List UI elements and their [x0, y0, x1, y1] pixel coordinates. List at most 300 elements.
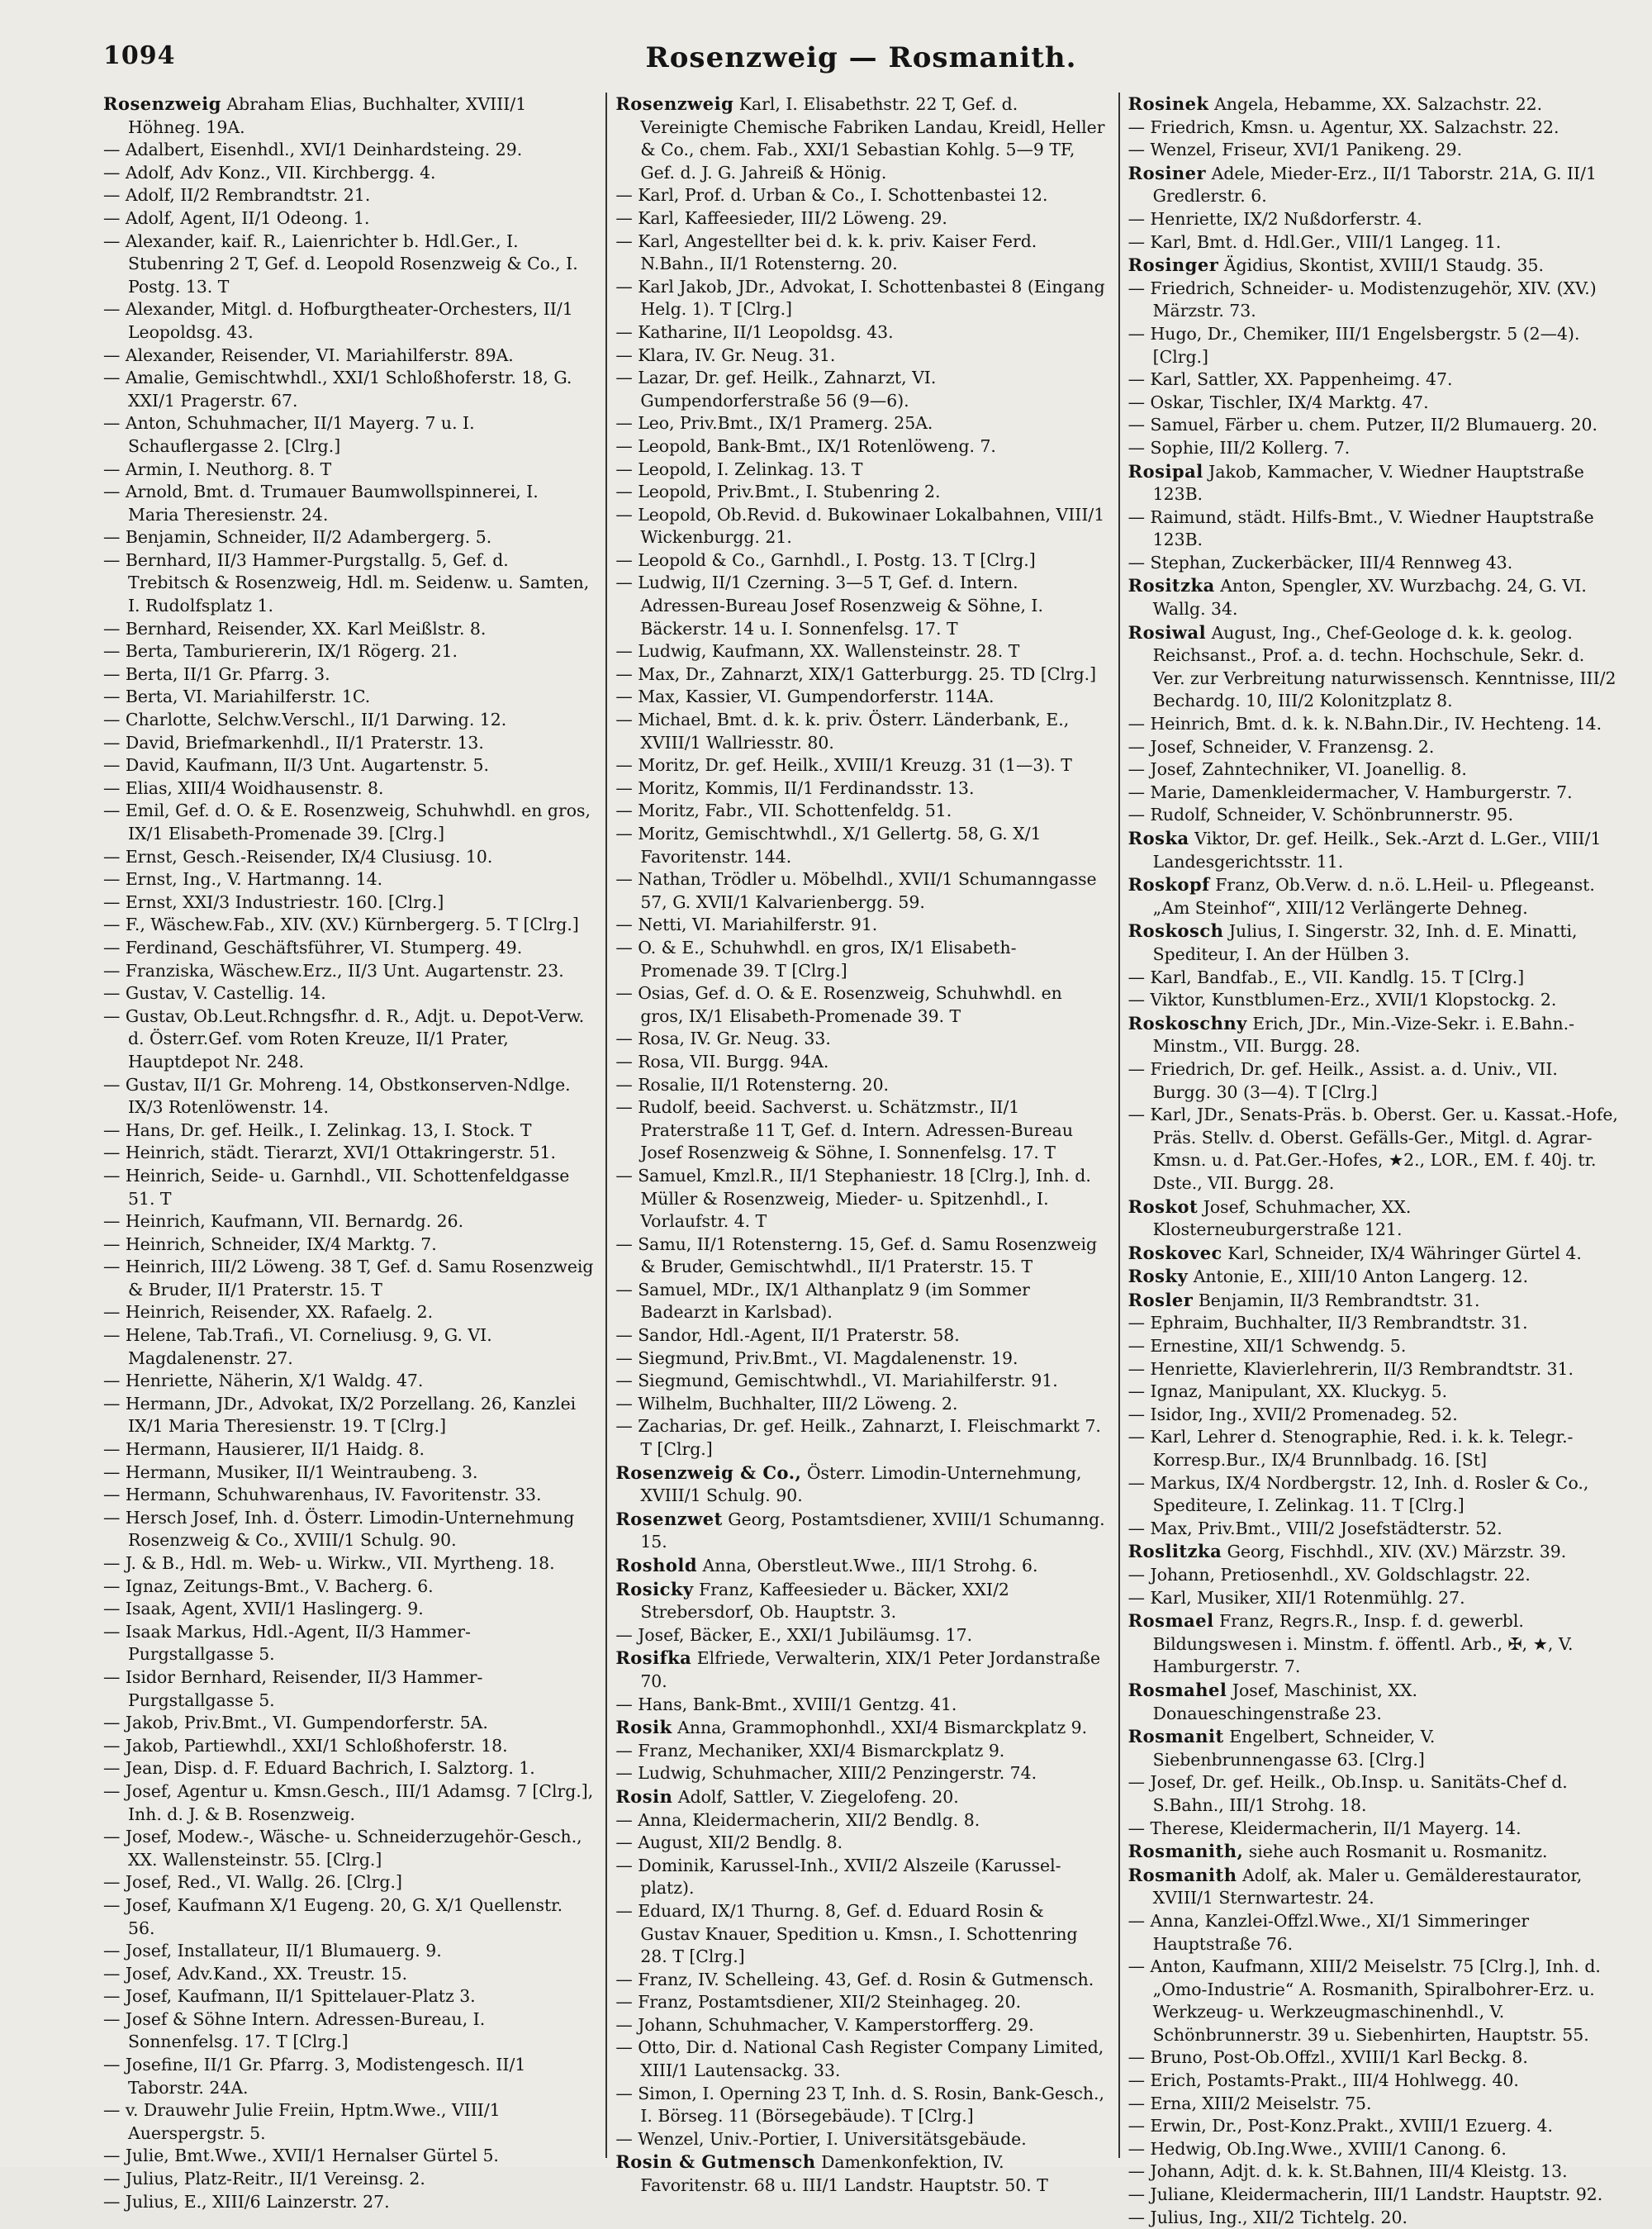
entry-text: — Hedwig, Ob.Ing.Wwe., XVIII/1 Canong. 6. — [1127, 2138, 1507, 2159]
entry-text: — Josef, Red., VI. Wallg. 26. [Clrg.] — [103, 1872, 402, 1893]
entry-text: — Samu, II/1 Rotensterng. 15, Gef. d. Samu Rosenzweig & Bruder, Gemischtwhdl., II/1 Praterstr. 15. T — [615, 1233, 1098, 1277]
directory-entry — [615, 1991, 1106, 2014]
entry-text: Angela, Hebamme, XX. Salzachstr. 22. — [1214, 94, 1543, 114]
directory-entry — [1128, 782, 1619, 805]
directory-entry — [615, 2151, 1106, 2197]
directory-entry — [1128, 1864, 1619, 1910]
entry-text: — Ernst, Gesch.-Reisender, IX/4 Clusiusg. 10. — [103, 846, 493, 867]
directory-entry — [615, 1096, 1106, 1165]
entry-surname: Rosinger — [1127, 254, 1219, 276]
entry-text: — Hans, Dr. gef. Heilk., I. Zelinkag. 13, I. Stock. T — [103, 1119, 532, 1140]
entry-text: — Emil, Gef. d. O. & E. Rosenzweig, Schuhwhdl. en gros, IX/1 Elisabeth-Promenade 39. [Clrg.] — [103, 801, 591, 844]
entry-text: — Moritz, Kommis, II/1 Ferdinandsstr. 13. — [615, 777, 975, 798]
entry-text: — Dominik, Karussel-Inh., XVII/2 Alszeile (Karussel-platz). — [615, 1855, 1061, 1899]
entry-text: — August, XII/2 Bendlg. 8. — [615, 1832, 843, 1853]
directory-entry — [1128, 1564, 1619, 1587]
directory-entry — [103, 1576, 594, 1599]
entry-surname: Rosenzweig — [615, 93, 734, 114]
directory-entry — [1128, 920, 1619, 966]
running-title: Rosenzweig — Rosmanith. — [645, 41, 1077, 74]
directory-entry — [103, 1894, 594, 1940]
directory-entry — [1128, 506, 1619, 552]
directory-entry — [1128, 2070, 1619, 2093]
directory-entry — [615, 1740, 1106, 1763]
entry-text: — Wilhelm, Buchhalter, III/2 Löweng. 2. — [615, 1393, 958, 1414]
entry-text: — Adolf, II/2 Rembrandtstr. 21. — [103, 185, 371, 206]
directory-entry — [103, 1598, 594, 1621]
entry-text: — Josef, Zahntechniker, VI. Joanellig. 8. — [1127, 759, 1467, 780]
directory-entry — [615, 823, 1106, 868]
entry-text: Franz, Regrs.R., Insp. f. d. gewerbl. Bildungswesen i. Minstm. f. öffentl. Arb., ✠, ★, V. Hamburgerstr. 7. — [1152, 1611, 1574, 1677]
directory-entry — [1128, 804, 1619, 827]
directory-entry — [615, 1074, 1106, 1097]
directory-entry — [1128, 1540, 1619, 1564]
directory-entry — [103, 1074, 594, 1119]
directory-entry — [1128, 1335, 1619, 1358]
entry-text: — Hugo, Dr., Chemiker, III/1 Engelsbergstr. 5 (2—4). [Clrg.] — [1127, 323, 1580, 367]
directory-entry — [103, 982, 594, 1005]
directory-entry — [615, 2037, 1106, 2082]
entry-text: — Erna, XIII/2 Meiselstr. 75. — [1127, 2093, 1372, 2113]
directory-entry — [103, 640, 594, 663]
entry-text: — Sandor, Hdl.-Agent, II/1 Praterstr. 58. — [615, 1325, 960, 1346]
entry-text: — Rosalie, II/1 Rotensterng. 20. — [615, 1074, 890, 1095]
entry-text: — Michael, Bmt. d. k. k. priv. Österr. Länderbank, E., XVIII/1 Wallriesstr. 80. — [615, 710, 1070, 753]
directory-entry — [103, 1621, 594, 1666]
directory-entry — [1128, 967, 1619, 990]
directory-entry — [103, 754, 594, 777]
entry-text: — Charlotte, Selchw.Verschl., II/1 Darwing. 12. — [103, 710, 507, 730]
entry-text: — Josef, Installateur, II/1 Blumauerg. 9. — [103, 1941, 442, 1961]
entry-text: — Therese, Kleidermacherin, II/1 Mayerg. 14. — [1127, 1818, 1521, 1838]
directory-entry — [103, 777, 594, 801]
entry-text: Ägidius, Skontist, XVIII/1 Staudg. 35. — [1223, 255, 1544, 276]
entry-surname: Rosmanit — [1127, 1726, 1224, 1747]
entry-surname: Rositzka — [1127, 575, 1215, 596]
entry-text: Adolf, Sattler, V. Ziegelofeng. 20. — [677, 1786, 959, 1807]
directory-entry — [615, 777, 1106, 801]
entry-text: Julius, I. Singerstr. 32, Inh. d. E. Minatti, Spediteur, I. An der Hülben 3. — [1152, 921, 1578, 964]
entry-text: — Rosa, VII. Burgg. 94A. — [615, 1051, 829, 1072]
directory-entry — [1128, 574, 1619, 620]
entry-surname: Rosicky — [615, 1578, 694, 1599]
entry-text: Benjamin, II/3 Rembrandtstr. 31. — [1198, 1290, 1480, 1310]
entry-surname: Rosipal — [1127, 460, 1203, 482]
directory-entry — [615, 1785, 1106, 1809]
directory-entry — [1128, 1381, 1619, 1404]
entry-text: — Karl, Bmt. d. Hdl.Ger., VIII/1 Langeg. 11. — [1127, 231, 1502, 252]
entry-text: — Rudolf, Schneider, V. Schönbrunnerstr. 95. — [1127, 805, 1514, 825]
entry-surname: Rosenzweig & Co., — [615, 1461, 802, 1483]
directory-entry — [103, 1256, 594, 1301]
entry-text: — Hans, Bank-Bmt., XVIII/1 Gentzg. 41. — [615, 1694, 957, 1714]
directory-entry — [615, 2014, 1106, 2037]
directory-entry — [103, 1484, 594, 1507]
directory-entry — [615, 572, 1106, 640]
entry-text: — Osias, Gef. d. O. & E. Rosenzweig, Schuhwhdl. en gros, IX/1 Elisabeth-Promenade 39. T — [615, 983, 1062, 1026]
entry-text: — v. Drauwehr Julie Freiin, Hptm.Wwe., VIII/1 Auerspergstr. 5. — [103, 2100, 501, 2143]
directory-entry — [103, 139, 594, 162]
directory-entry — [1128, 873, 1619, 920]
directory-entry — [103, 1005, 594, 1074]
entry-text: — Karl, JDr., Senats-Präs. b. Oberst. Ger. u. Kassat.-Hofe, Präs. Stellv. d. Oberst. Gefälls-Ger., Mitgl. d. Agrar-Kmsn. u. d. Pat.Ger.-Hofes, ★2., LOR., EM. f. 40j. tr. Dste., VII. Burgg. 28. — [1127, 1105, 1618, 1193]
directory-entry — [1128, 1679, 1619, 1725]
directory-entry — [615, 1415, 1106, 1461]
entry-text: — Berta, II/1 Gr. Pfarrg. 3. — [103, 663, 330, 684]
entry-text: — Katharine, II/1 Leopoldsg. 43. — [615, 321, 894, 342]
directory-entry — [103, 1370, 594, 1393]
entry-text: — Benjamin, Schneider, II/2 Adambergerg. 5. — [103, 527, 492, 548]
directory-entry — [1128, 1195, 1619, 1242]
entry-text: — Karl, Sattler, XX. Pappenheimg. 47. — [1127, 369, 1453, 390]
entry-text: Franz, Ob.Verw. d. n.ö. L.Heil- u. Pflegeanst. „Am Steinhof“, XIII/12 Verlängerte Dehneg. — [1152, 875, 1595, 918]
entry-text: — Heinrich, III/2 Löweng. 38 T, Gef. d. Samu Rosenzweig & Bruder, II/1 Praterstr. 15. T — [103, 1257, 594, 1300]
directory-entry — [103, 1963, 594, 1986]
entry-text: — Viktor, Kunstblumen-Erz., XVII/1 Klopstockg. 2. — [1127, 990, 1557, 1010]
directory-entry — [1128, 1265, 1619, 1289]
directory-entry — [1128, 2138, 1619, 2161]
entry-text: — Gustav, II/1 Gr. Mohreng. 14, Obstkonserven-Ndlge. IX/3 Rotenlöwenstr. 14. — [103, 1074, 571, 1118]
entry-text: — Alexander, Reisender, VI. Mariahilferstr. 89A. — [103, 345, 514, 365]
entry-text: — Johann, Pretiosenhdl., XV. Goldschlagstr. 22. — [1127, 1565, 1531, 1585]
directory-entry — [103, 1985, 594, 2008]
entry-text: — Jean, Disp. d. F. Eduard Bachrich, I. Salztorg. 1. — [103, 1758, 535, 1779]
directory-entry — [103, 846, 594, 869]
directory-entry — [103, 2191, 594, 2214]
directory-entry — [1128, 368, 1619, 392]
entry-surname: Roskovec — [1127, 1242, 1222, 1263]
entry-text: — Josef, Bäcker, E., XXI/1 Jubiläumsg. 17. — [615, 1624, 973, 1645]
directory-entry — [103, 868, 594, 891]
directory-entry — [615, 459, 1106, 482]
entry-text: — Zacharias, Dr. gef. Heilk., Zahnarzt, I. Fleischmarkt 7. T [Clrg.] — [615, 1416, 1101, 1460]
directory-entry — [103, 1826, 594, 1871]
entry-text: — Berta, Tamburiererin, IX/1 Rögerg. 21. — [103, 641, 458, 662]
entry-text: — Ernst, XXI/3 Industriestr. 160. [Clrg.] — [103, 891, 444, 912]
directory-entry — [103, 2054, 594, 2099]
entry-text: — Ernestine, XII/1 Schwendg. 5. — [1127, 1336, 1407, 1357]
entry-text: Karl, I. Elisabethstr. 22 T, Gef. d. Vereinigte Chemische Fabriken Landau, Kreidl, Heller & Co., chem. Fab., XXI/1 Sebastian Kohlg. 5—9 TF, Gef. d. J. G. Jahreiß & Hönig. — [640, 94, 1105, 183]
directory-entry — [1128, 2046, 1619, 2070]
entry-text: — Helene, Tab.Trafi., VI. Corneliusg. 9, G. VI. Magdalenenstr. 27. — [103, 1325, 492, 1368]
directory-entry — [103, 1735, 594, 1758]
entry-surname: Roska — [1127, 828, 1189, 848]
directory-entry — [615, 504, 1106, 549]
entry-text: — Berta, VI. Mariahilferstr. 1C. — [103, 687, 371, 707]
directory-entry — [103, 1301, 594, 1324]
entry-text: — Hersch Josef, Inh. d. Österr. Limodin-Unternehmung Rosenzweig & Co., XVIII/1 Schulg. 90. — [103, 1507, 575, 1551]
entry-text: — Jakob, Priv.Bmt., VI. Gumpendorferstr. 5A. — [103, 1713, 488, 1733]
entry-text: Anna, Oberstleut.Wwe., III/1 Strohg. 6. — [702, 1556, 1038, 1576]
entry-text: — Max, Dr., Zahnarzt, XIX/1 Gatterburgg. 25. TD [Clrg.] — [615, 663, 1097, 684]
entry-text: — Heinrich, Reisender, XX. Rafaelg. 2. — [103, 1302, 434, 1323]
entry-text: — Otto, Dir. d. National Cash Register Company Limited, XIII/1 Lautensackg. 33. — [615, 2037, 1104, 2081]
entry-text: Georg, Fischhdl., XIV. (XV.) Märzstr. 39. — [1227, 1542, 1567, 1562]
directory-entry — [103, 1142, 594, 1165]
entry-text: — Henriette, Näherin, X/1 Waldg. 47. — [103, 1371, 424, 1391]
entry-text: — Erwin, Dr., Post-Konz.Prakt., XVIII/1 Ezuerg. 4. — [1127, 2116, 1553, 2136]
directory-entry — [103, 1757, 594, 1780]
directory-entry — [1128, 414, 1619, 437]
entry-text: — Leopold, Ob.Revid. d. Bukowinaer Lokalbahnen, VIII/1 Wickenburgg. 21. — [615, 504, 1105, 548]
entry-text: — Julius, E., XIII/6 Lainzerstr. 27. — [103, 2191, 390, 2212]
directory-entry — [103, 1210, 594, 1233]
directory-entry — [1128, 1956, 1619, 2046]
entry-text: Adolf, ak. Maler u. Gemälderestaurator, XVIII/1 Sternwartestr. 24. — [1152, 1865, 1583, 1908]
directory-entry — [1128, 2184, 1619, 2207]
directory-entry — [103, 1871, 594, 1894]
directory-entry — [103, 891, 594, 915]
entry-text: — Hermann, Schuhwarenhaus, IV. Favoritenstr. 33. — [103, 1485, 542, 1505]
entry-text: — Karl, Prof. d. Urban & Co., I. Schottenbastei 12. — [615, 185, 1048, 206]
directory-entry — [1128, 392, 1619, 415]
directory-entry — [1128, 1404, 1619, 1427]
directory-entry — [615, 914, 1106, 937]
entry-text: — Hermann, Musiker, II/1 Weintraubeng. 3. — [103, 1461, 478, 1482]
entry-text: — Henriette, Klavierlehrerin, II/3 Rembrandtstr. 31. — [1127, 1358, 1574, 1379]
directory-entry — [615, 686, 1106, 709]
entry-text: — Johann, Schuhmacher, V. Kamperstorfferg. 29. — [615, 2014, 1034, 2035]
entry-text: August, Ing., Chef-Geologe d. k. k. geolog. Reichsanst., Prof. a. d. techn. Hochschule, Sekr. d. Ver. zur Verbreitung naturwissensch. Kenntnisse, III/2 Bechardg. 10, III/2 Kolonitzplatz 8. — [1152, 622, 1616, 711]
entry-text: — Raimund, städt. Hilfs-Bmt., V. Wiedner Hauptstraße 123B. — [1127, 506, 1594, 550]
entry-text: — Josef, Dr. gef. Heilk., Ob.Insp. u. Sanitäts-Chef d. S.Bahn., III/1 Strohg. 18. — [1127, 1772, 1568, 1815]
directory-entry — [615, 231, 1106, 276]
entry-text: — Johann, Adjt. d. k. k. St.Bahnen, III/4 Kleistg. 13. — [1127, 2161, 1568, 2182]
entry-text: — Isaak, Agent, XVII/1 Haslingerg. 9. — [103, 1599, 424, 1619]
entry-text: — Gustav, V. Castellig. 14. — [103, 983, 326, 1004]
directory-entry — [1128, 2160, 1619, 2184]
directory-entry — [103, 459, 594, 482]
entry-text: — Siegmund, Gemischtwhdl., VI. Mariahilferstr. 91. — [615, 1371, 1058, 1391]
directory-entry — [1128, 323, 1619, 368]
directory-entry — [1128, 621, 1619, 713]
page-number: 1094 — [103, 41, 176, 70]
entry-surname: Rosifka — [615, 1647, 692, 1669]
entry-text: — Karl, Kaffeesieder, III/2 Löweng. 29. — [615, 207, 947, 228]
entry-surname: Rosler — [1127, 1289, 1194, 1310]
entry-text: — Wenzel, Friseur, XVI/1 Panikeng. 29. — [1127, 140, 1463, 160]
directory-entry — [615, 2083, 1106, 2128]
entry-surname: Roskopf — [1127, 874, 1210, 896]
entry-surname: Rosmanith, — [1127, 1841, 1244, 1862]
directory-entry — [1128, 1426, 1619, 1471]
directory-entry — [103, 1552, 594, 1576]
entry-text: — Isidor, Ing., XVII/2 Promenadeg. 52. — [1127, 1404, 1458, 1424]
entry-text: Anna, Grammophonhdl., XXI/4 Bismarckplatz 9. — [677, 1718, 1088, 1738]
entry-text: — Stephan, Zuckerbäcker, III/4 Rennweg 43. — [1127, 552, 1513, 573]
entry-surname: Rosinek — [1127, 93, 1209, 114]
entry-text: — Josef, Kaufmann, II/1 Spittelauer-Platz 3. — [103, 1986, 476, 2007]
directory-entry — [1128, 1472, 1619, 1518]
entry-text: — Leo, Priv.Bmt., IX/1 Pramerg. 25A. — [615, 413, 933, 434]
directory-entry — [615, 1900, 1106, 1969]
directory-entry — [103, 1461, 594, 1485]
directory-entry — [1128, 552, 1619, 575]
entry-text: — Julius, Ing., XII/2 Tichtelg. 20. — [1127, 2207, 1408, 2227]
directory-entry — [615, 1165, 1106, 1233]
entry-text: — Josefine, II/1 Gr. Pfarrg. 3, Modistengesch. II/1 Taborstr. 24A. — [103, 2055, 526, 2098]
directory-entry — [1128, 827, 1619, 873]
entry-text: Damenkonfektion, IV. Favoritenstr. 68 u. III/1 Landstr. Hauptstr. 50. T — [640, 2152, 1048, 2196]
entry-text: Karl, Schneider, IX/4 Währinger Gürtel 4. — [1227, 1243, 1582, 1263]
directory-entry — [103, 526, 594, 549]
directory-entry — [103, 2099, 594, 2145]
directory-entry — [615, 1762, 1106, 1785]
entry-text: — Adalbert, Eisenhdl., XVI/1 Deinhardsteing. 29. — [103, 140, 523, 160]
entry-text: — Erich, Postamts-Prakt., III/4 Hohlwegg. 40. — [1127, 2070, 1519, 2091]
entry-text: Abraham Elias, Buchhalter, XVIII/1 Höhneg. 19A. — [128, 94, 527, 137]
entry-surname: Rosin — [615, 1785, 673, 1807]
entry-text: Josef, Schuhmacher, XX. Klosterneuburgerstraße 121. — [1152, 1196, 1412, 1240]
entry-text: — Heinrich, städt. Tierarzt, XVI/1 Ottakringerstr. 51. — [103, 1143, 556, 1163]
entry-text: — F., Wäschew.Fab., XIV. (XV.) Kürnbergerg. 5. T [Clrg.] — [103, 915, 579, 935]
entry-text: — Franz, Postamtsdiener, XII/2 Steinhageg. 20. — [615, 1992, 1022, 2013]
entry-text: — Ludwig, Kaufmann, XX. Wallensteinstr. 28. T — [615, 641, 1020, 662]
entry-text: — Armin, I. Neuthorg. 8. T — [103, 459, 332, 479]
entry-text: — Franziska, Wäschew.Erz., II/3 Unt. Augartenstr. 23. — [103, 960, 564, 981]
entry-surname: Rosmanith — [1127, 1864, 1237, 1885]
directory-entry — [103, 709, 594, 732]
directory-entry — [615, 1554, 1106, 1578]
directory-entry — [615, 1832, 1106, 1855]
entry-text: — Julius, Platz-Reitr., II/1 Vereinsg. 2. — [103, 2169, 425, 2189]
entry-text: — David, Kaufmann, II/3 Unt. Augartenstr. 5. — [103, 755, 489, 776]
entry-text: — Hermann, Hausierer, II/1 Haidg. 8. — [103, 1439, 425, 1460]
entry-text: — Heinrich, Kaufmann, VII. Bernardg. 26. — [103, 1211, 464, 1232]
directory-entry — [103, 1438, 594, 1461]
directory-entry — [1128, 1289, 1619, 1313]
entry-text: — Max, Kassier, VI. Gumpendorferstr. 114A. — [615, 687, 995, 707]
page-header — [103, 41, 1619, 93]
entry-text: Jakob, Kammacher, V. Wiedner Hauptstraße 123B. — [1152, 461, 1584, 505]
directory-entry — [103, 207, 594, 231]
entry-surname: Roslitzka — [1127, 1541, 1222, 1562]
directory-entry — [615, 982, 1106, 1028]
entry-surname: Rosiwal — [1127, 621, 1207, 643]
directory-entry — [615, 800, 1106, 823]
directory-entry — [615, 1855, 1106, 1900]
directory-entry — [103, 2145, 594, 2168]
directory-entry — [1128, 139, 1619, 162]
directory-entry — [103, 663, 594, 687]
directory-entry — [1128, 1587, 1619, 1610]
entry-text: — Alexander, kaif. R., Laienrichter b. Hdl.Ger., I. Stubenring 2 T, Gef. d. Leopold Rosenzweig & Co., I. Postg. 13. T — [103, 231, 578, 297]
directory-entry — [103, 1780, 594, 1826]
entry-text: — Leopold, Bank-Bmt., IX/1 Rotenlöweng. 7. — [615, 435, 996, 456]
entry-text: Elfriede, Verwalterin, XIX/1 Peter Jordanstraße 70. — [640, 1648, 1101, 1691]
directory-entry — [1128, 2207, 1619, 2229]
directory-entry — [1128, 116, 1619, 140]
entry-text: — Josef & Söhne Intern. Adressen-Bureau, I. Sonnenfelsg. 17. T [Clrg.] — [103, 2008, 486, 2052]
entry-text: Viktor, Dr. gef. Heilk., Sek.-Arzt d. L.Ger., VIII/1 Landesgerichtsstr. 11. — [1152, 829, 1602, 872]
entry-text: — Gustav, Ob.Leut.Rchngsfhr. d. R., Adjt. u. Depot-Verw. d. Österr.Gef. vom Roten Kreuze, II/1 Prater, Hauptdepot Nr. 248. — [103, 1005, 585, 1072]
directory-entry — [615, 1393, 1106, 1416]
directory-entry — [1128, 989, 1619, 1012]
entry-text: — Heinrich, Bmt. d. k. k. N.Bahn.Dir., IV. Hechteng. 14. — [1127, 714, 1602, 734]
entry-text: — Moritz, Dr. gef. Heilk., XVIII/1 Kreuzg. 31 (1—3). T — [615, 755, 1072, 776]
directory-entry — [615, 709, 1106, 754]
directory-entry — [615, 754, 1106, 777]
directory-entry — [103, 184, 594, 207]
entry-text: — Siegmund, Priv.Bmt., VI. Magdalenenstr. 19. — [615, 1347, 1018, 1368]
entry-text: — Moritz, Fabr., VII. Schottenfeldg. 51. — [615, 801, 952, 821]
directory-entry — [615, 367, 1106, 412]
directory-entry — [615, 1370, 1106, 1393]
entry-text: — Ferdinand, Geschäftsführer, VI. Stumperg. 49. — [103, 937, 523, 958]
entry-text: — Samuel, Kmzl.R., II/1 Stephaniestr. 18 [Clrg.], Inh. d. Müller & Rosenzweig, Mieder- u. Spitzenhdl., I. Vorlaufstr. 4. T — [615, 1165, 1091, 1232]
entry-text: — Marie, Damenkleidermacher, V. Hamburgerstr. 7. — [1127, 782, 1573, 802]
entry-text: — Karl, Musiker, XII/1 Rotenmühlg. 27. — [1127, 1587, 1465, 1608]
entry-text: — David, Briefmarkenhdl., II/1 Praterstr. 13. — [103, 732, 484, 753]
directory-entry — [1128, 1840, 1619, 1864]
directory-entry — [1128, 1242, 1619, 1266]
entry-text: — Friedrich, Dr. gef. Heilk., Assist. a. d. Univ., VII. Burgg. 30 (3—4). T [Clrg.] — [1127, 1058, 1558, 1102]
directory-entry — [1128, 460, 1619, 506]
directory-entry — [103, 1666, 594, 1712]
column-2 — [605, 93, 1106, 2196]
entry-text: — Leopold & Co., Garnhdl., I. Postg. 13. T [Clrg.] — [615, 549, 1036, 570]
directory-entry — [1128, 1910, 1619, 1956]
directory-entry — [615, 184, 1106, 207]
directory-entry — [1128, 2093, 1619, 2116]
directory-entry — [615, 663, 1106, 687]
directory-entry — [1128, 1609, 1619, 1679]
entry-text: — Josef, Agentur u. Kmsn.Gesch., III/1 Adamsg. 7 [Clrg.], Inh. d. J. & B. Rosenzweig. — [103, 1780, 594, 1824]
entry-text: — Moritz, Gemischtwhdl., X/1 Gellertg. 58, G. X/1 Favoritenstr. 144. — [615, 824, 1042, 867]
directory-entry — [103, 2168, 594, 2191]
directory-entry — [103, 1233, 594, 1257]
entry-text: — Sophie, III/2 Kollerg. 7. — [1127, 437, 1351, 458]
directory-entry — [615, 937, 1106, 982]
entry-text: — Josef, Kaufmann X/1 Eugeng. 20, G. X/1 Quellenstr. 56. — [103, 1894, 563, 1938]
entry-text: Franz, Kaffeesieder u. Bäcker, XXI/2 Strebersdorf, Ob. Hauptstr. 3. — [640, 1579, 1009, 1623]
entry-text: — Ephraim, Buchhalter, II/3 Rembrandtstr. 31. — [1127, 1313, 1528, 1333]
directory-entry — [103, 1393, 594, 1438]
entry-text: — Franz, Mechaniker, XXI/4 Bismarckplatz 9. — [615, 1740, 1005, 1761]
entry-text: — Klara, IV. Gr. Neug. 31. — [615, 345, 836, 365]
entry-text: — Bernhard, II/3 Hammer-Purgstallg. 5, Gef. d. Trebitsch & Rosenzweig, Hdl. m. Seidenw. u. Samten, I. Rudolfsplatz 1. — [103, 549, 590, 616]
directory-entry — [615, 1324, 1106, 1347]
entry-text: — Karl, Bandfab., E., VII. Kandlg. 15. T [Clrg.] — [1127, 967, 1525, 987]
entry-surname: Rosenzweig — [103, 93, 221, 114]
directory-entry — [1128, 1312, 1619, 1335]
entry-surname: Roskoschny — [1127, 1012, 1247, 1034]
entry-text: — Isaak Markus, Hdl.-Agent, II/3 Hammer-Purgstallgasse 5. — [103, 1621, 471, 1665]
directory-entry — [103, 1165, 594, 1210]
entry-text: — Julie, Bmt.Wwe., XVII/1 Hernalser Gürtel 5. — [103, 2146, 499, 2166]
directory-entry — [1128, 1771, 1619, 1817]
entry-text: — Markus, IX/4 Nordbergstr. 12, Inh. d. Rosler & Co., Spediteure, I. Zelinkag. 11. T [Clrg.] — [1127, 1472, 1589, 1516]
entry-text: — Ignaz, Zeitungs-Bmt., V. Bacherg. 6. — [103, 1576, 434, 1596]
directory-entry — [103, 481, 594, 526]
entry-text: — Anton, Kaufmann, XIII/2 Meiselstr. 75 [Clrg.], Inh. d. „Omo-Industrie“ A. Rosmanith, Spiralbohrer-Erz. u. Werkzeug- u. Werkzeugmaschinenhdl., V. Schönbrunnerstr. 39 u. Siebenhirten, Hauptstr. 55. — [1127, 1956, 1601, 2045]
directory-entry — [103, 93, 594, 139]
entry-text: — Elias, XIII/4 Woidhausenstr. 8. — [103, 777, 384, 798]
entry-surname: Roskot — [1127, 1195, 1199, 1217]
directory-entry — [103, 412, 594, 458]
entry-text: — Ludwig, II/1 Czerning. 3—5 T, Gef. d. Intern. Adressen-Bureau Josef Rosenzweig & Söhne, I. Bäckerstr. 14 u. I. Sonnenfelsg. 17. T — [615, 573, 1043, 639]
directory-entry — [1128, 736, 1619, 759]
entry-text: — Leopold, Priv.Bmt., I. Stubenring 2. — [615, 482, 941, 502]
directory-entry — [103, 298, 594, 344]
entry-text: — Arnold, Bmt. d. Trumauer Baumwollspinnerei, I. Maria Theresienstr. 24. — [103, 482, 539, 525]
directory-entry — [103, 231, 594, 299]
entry-text: — Isidor Bernhard, Reisender, II/3 Hammer-Purgstallgasse 5. — [103, 1666, 483, 1710]
directory-entry — [1128, 1818, 1619, 1841]
directory-entry — [103, 1940, 594, 1963]
directory-entry — [615, 1694, 1106, 1717]
entry-surname: Rosky — [1127, 1266, 1189, 1287]
